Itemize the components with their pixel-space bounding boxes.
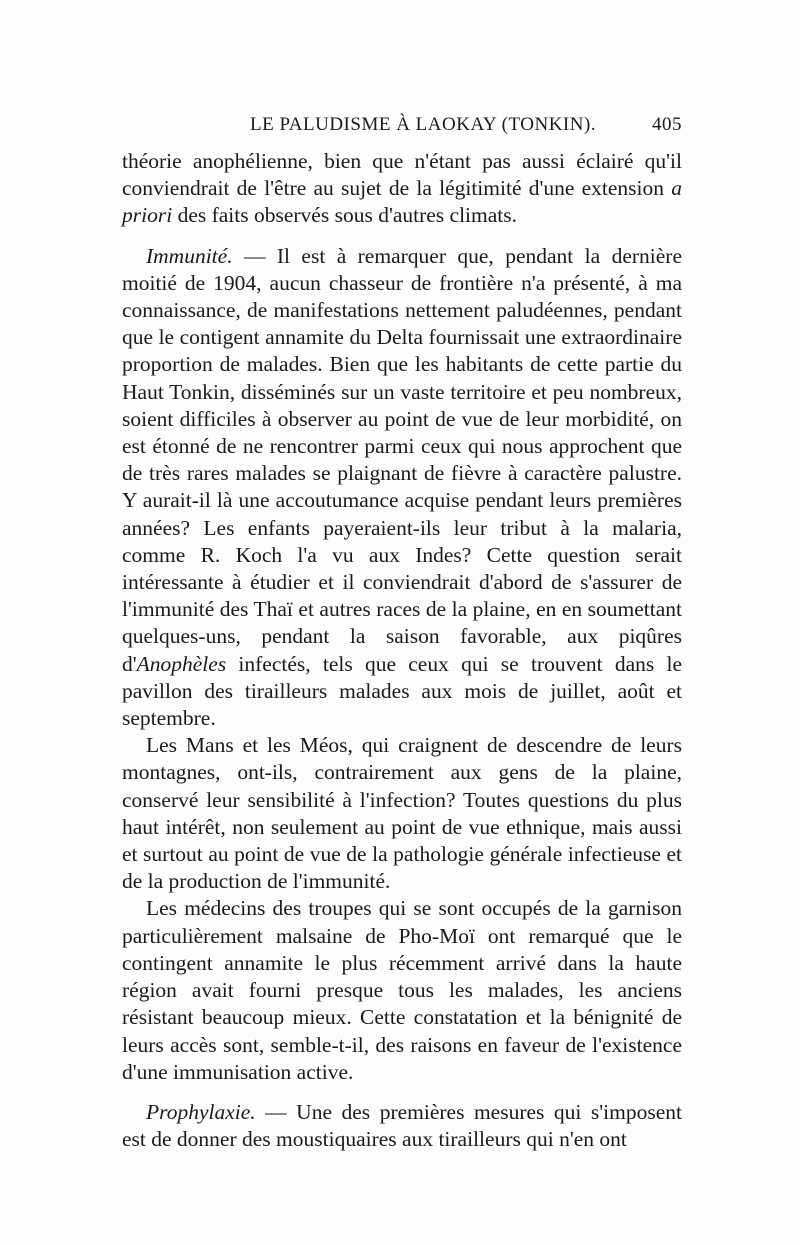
paragraph-pho-moi: Les médecins des troupes qui se sont occupés de la garnison particulièrement malsaine de Pho-Moï ont remarqué que le contingent annamite le plus récemment arrivé dans la haute région avait fourni presque tous les malades, les anciens résistant beaucoup mieux. Cette constatation et la bénignité de leurs accès sont, semble-t-il, des raisons en faveur de l'existence d'une immunisation active. [122, 896, 682, 1084]
paragraph-1-text-a: théorie anophélienne, bien que n'étant pas aussi éclairé qu'il conviendrait de l'être au sujet de la légitimité d'une extension [122, 149, 682, 201]
section-heading-prophylaxie: Prophylaxie. [146, 1099, 256, 1124]
running-header [122, 110, 682, 140]
body-text [122, 148, 682, 1153]
paragraph-mans-meos: Les Mans et les Méos, qui craignent de descendre de leurs montagnes, ont-ils, contrairement aux gens de la plaine, conservé leur sensibilité à l'infection? Toutes questions du plus haut intérêt, non seulement au point de vue ethnique, mais aussi et surtout au point de vue de la pathologie générale infectieuse et de la production de l'immunité. [122, 733, 682, 894]
paragraph-1 [122, 148, 682, 230]
paragraph-immunite-text-b: infectés, tels que ceux qui se trouvent dans le pavillon des tirailleurs malades aux mois de juillet, août et septembre. [122, 651, 682, 731]
paragraph-1-text-b: des faits observés sous d'autres climats. [172, 203, 518, 228]
italic-phrase: a priori [122, 176, 682, 228]
italic-genus-name: Anophèles [136, 651, 227, 676]
paragraph-prophylaxie [122, 1099, 682, 1153]
paragraph-immunite-text-a: — Il est à remarquer que, pendant la dernière moitié de 1904, aucun chasseur de frontière n'a présenté, à ma connaissance, de manifestations nettement paludéennes, pendant que le contigent annamite du Delta fournissait une extraordinaire proportion de malades. Bien que les habitants de cette partie du Haut Tonkin, disséminés sur un vaste territoire et peu nombreux, soient difficiles à observer au point de vue de leur morbidité, on est étonné de ne rencontrer parmi ceux qui nous approchent que de très rares malades se plaignant de fièvre à caractère palustre. Y aurait-il là une accoutumance acquise pendant leurs premières années? Les enfants payeraient-ils leur tribut à la malaria, comme R. Koch l'a vu aux Indes? Cette question serait intéressante à étudier et il conviendrait d'abord de s'assurer de l'immunité des Thaï et autres races de la plaine, en en soumettant quelques-uns, pendant la saison favorable, aux piqûres d' [122, 243, 682, 676]
section-heading-immunite: Immunité. [146, 243, 233, 268]
paragraph-immunite [122, 243, 682, 733]
running-title: LE PALUDISME À LAOKAY (TONKIN). [250, 114, 597, 135]
page-number: 405 [652, 114, 682, 135]
paragraph-prophylaxie-text: — Une des premières mesures qui s'imposent est de donner des moustiquaires aux tirailleurs qui n'en ont [122, 1099, 682, 1152]
